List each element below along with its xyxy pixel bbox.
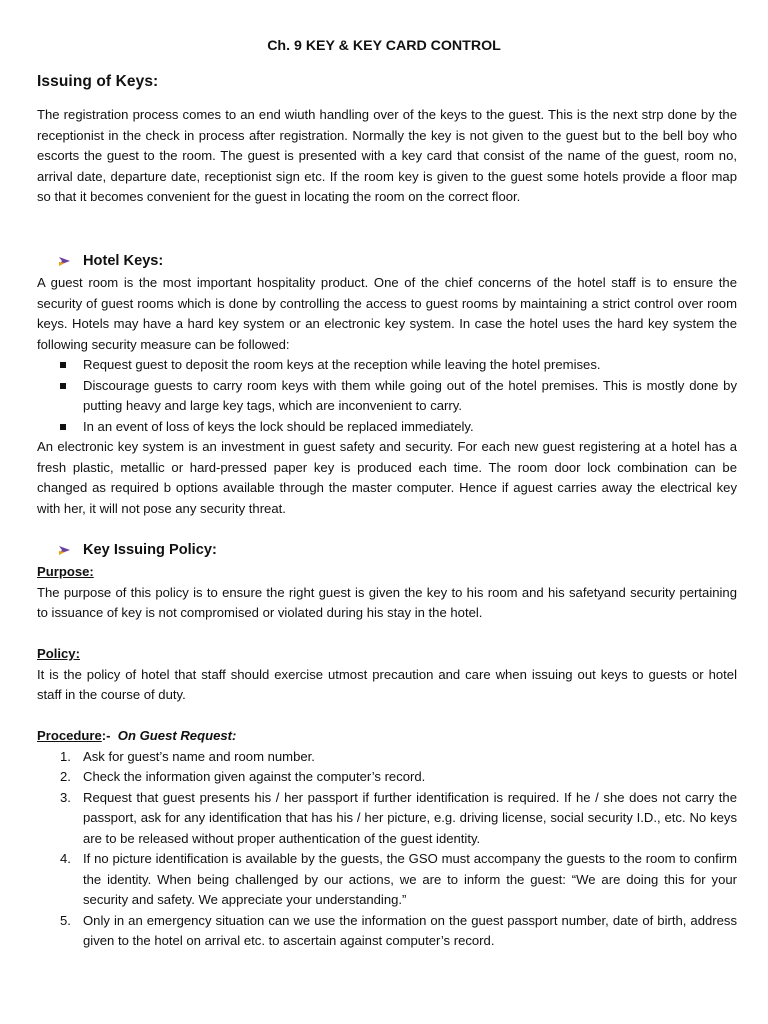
- square-bullet-icon: [60, 383, 66, 389]
- list-item: 4. If no picture identification is available by the guests, the GSO must accompany the guests to the room to confirm the identity. When being challenged by our actions, we are to inform the guest: “We are doing this for your security and safety. We appreciate your understanding.”: [60, 851, 737, 907]
- policy-text: It is the policy of hotel that staff should exercise utmost precaution and care when issuing out keys to guests or hotel staff in the course of duty.: [37, 666, 737, 702]
- list-item: Request guest to deposit the room keys at the reception while leaving the hotel premises.: [37, 355, 737, 376]
- document-title: Ch. 9 KEY & KEY CARD CONTROL: [267, 38, 501, 54]
- list-item: 3. Request that guest presents his / her passport if further identification is required. If he / she does not carry the passport, ask for any identification that has his / her picture, e.g. driving license, social security I.D., etc. No keys are to be released without proper authentication of the guest identity.: [60, 789, 737, 846]
- list-item: Discourage guests to carry room keys with them while going out of the hotel premises. This is mostly done by putting heavy and large key tags, which are inconvenient to carry.: [37, 376, 737, 417]
- procedure-steps: [37, 747, 737, 952]
- arrow-bullet-icon: [58, 255, 71, 267]
- hotel-keys-heading-text: Hotel Keys:: [83, 253, 164, 269]
- arrow-bullet-icon: [58, 544, 71, 556]
- hotel-keys-intro: A guest room is the most important hospitality product. One of the chief concerns of the hotel staff is to ensure the security of guest rooms which is done by controlling the access to guest rooms by maintaining a strict control over room keys. Hotels may have a hard key system or an electronic key system. In case the hotel uses the hard key system the following security measure can be followed:: [37, 275, 737, 352]
- square-bullet-icon: [60, 424, 66, 430]
- list-item: 2. Check the information given against the computer’s record.: [60, 769, 426, 784]
- key-policy-heading: [58, 540, 217, 560]
- hotel-keys-heading: [58, 251, 163, 271]
- issuing-text: The registration process comes to an end wiuth handling over of the keys to the guest. This is the next strp done by the receptionist in the check in process after registration. Normally the key is not given to the guest but to the bell boy who escorts the guest to the room. The guest is presented with a key card that consist of the name of the guest, room no, arrival date, departure date, receptionist sign etc. If the room key is given to the guest some hotels provide a floor map so that it becomes convenient for the guest in locating the room on the correct floor.: [37, 107, 737, 204]
- policy-block: [37, 562, 737, 952]
- security-measures-list: [37, 355, 737, 437]
- procedure-line: Procedure:- On Guest Request:: [37, 728, 237, 743]
- issuing-paragraph: [37, 105, 737, 208]
- issuing-heading: Issuing of Keys:: [37, 73, 159, 90]
- list-item: In an event of loss of keys the lock should be replaced immediately.: [37, 417, 737, 438]
- list-item: 5. Only in an emergency situation can we use the information on the guest passport number, date of birth, address given to the hotel on arrival etc. to ascertain against computer’s record.: [60, 912, 737, 948]
- purpose-label: Purpose:: [37, 564, 94, 579]
- procedure-label: Procedure: [37, 728, 102, 743]
- procedure-sub-label: On Guest Request:: [117, 728, 237, 743]
- policy-label: Policy:: [37, 646, 80, 661]
- hotel-keys-block: [37, 273, 737, 519]
- purpose-text: The purpose of this policy is to ensure the right guest is given the key to his room and his safetyand security pertaining to issuance of key is not compromised or violated during his stay in the hotel.: [37, 584, 737, 620]
- square-bullet-icon: [60, 362, 66, 368]
- electronic-key-paragraph: An electronic key system is an investment in guest safety and security. For each new guest registering at a hotel has a fresh plastic, metallic or hard-pressed paper key is produced each time. The room door lock combination can be changed as required b options available through the master computer. Hence if aguest carries away the electrical key with her, it will not pose any security threat.: [37, 439, 737, 516]
- key-policy-heading-text: Key Issuing Policy:: [83, 542, 217, 558]
- list-item: 1. Ask for guest’s name and room number.: [60, 748, 315, 764]
